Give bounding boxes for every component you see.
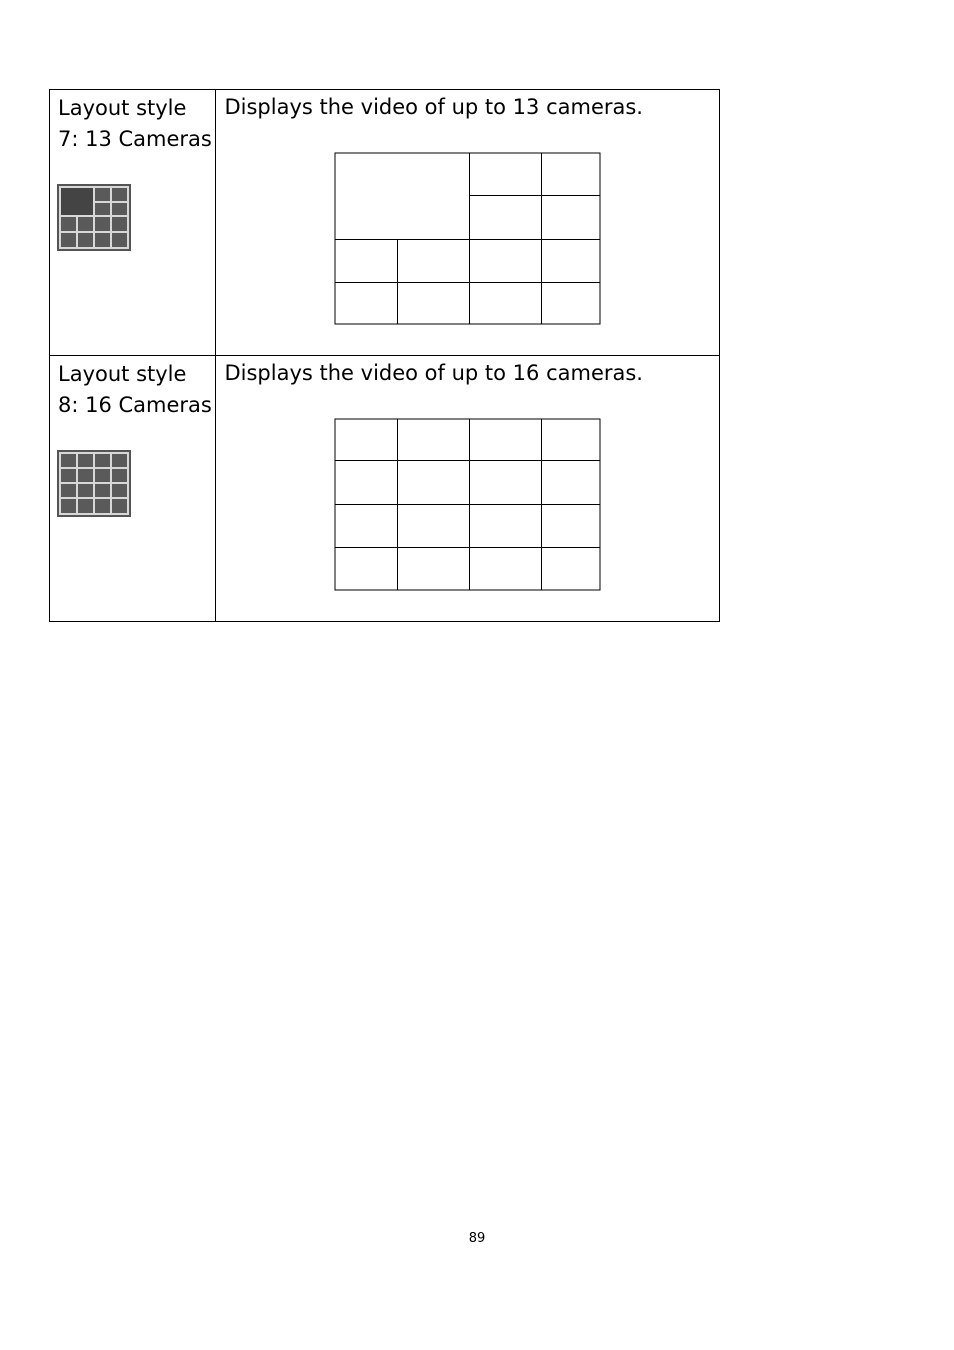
layout-description-cell xyxy=(216,356,720,622)
layout-16-cameras-icon xyxy=(57,450,131,517)
layout-13-diagram xyxy=(334,152,602,326)
layout-style-label: Layout style 8: 16 Cameras xyxy=(58,362,212,417)
layout-style-label-cell xyxy=(50,356,216,622)
layout-16-diagram xyxy=(334,418,602,592)
layout-description: Displays the video of up to 16 cameras. xyxy=(224,361,643,385)
layout-13-cameras-icon xyxy=(57,184,131,251)
table-row-layout-8 xyxy=(50,356,720,622)
layout-style-table xyxy=(49,89,720,622)
table-row-layout-7 xyxy=(50,90,720,356)
layout-style-label-cell xyxy=(50,90,216,356)
layout-description-cell xyxy=(216,90,720,356)
page-number: 89 xyxy=(468,1231,486,1246)
layout-style-label: Layout style 7: 13 Cameras xyxy=(58,96,212,151)
layout-description: Displays the video of up to 13 cameras. xyxy=(224,95,643,119)
